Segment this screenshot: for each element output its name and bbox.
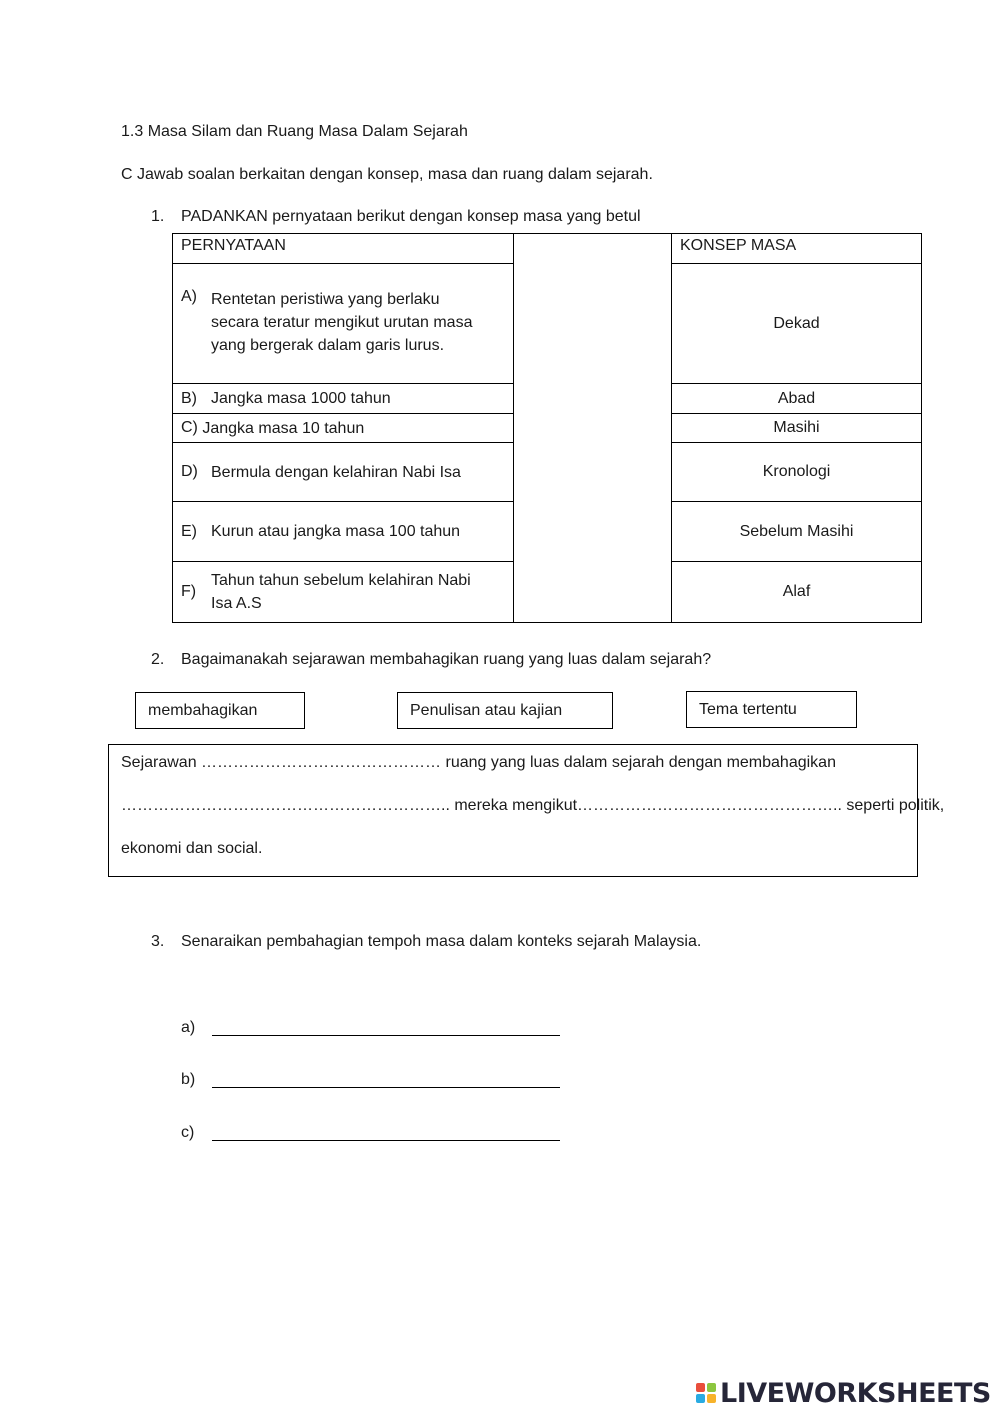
statement-text: Jangka masa 10 tahun [202,419,365,437]
instruction: C Jawab soalan berkaitan dengan konsep, masa dan ruang dalam sejarah. [121,166,653,183]
concept-sebelum-masihi[interactable] [671,501,922,562]
section-title: 1.3 Masa Silam dan Ruang Masa Dalam Sejarah [121,123,468,140]
statement-label: C) [181,419,198,436]
blank-label-c: c) [181,1124,195,1141]
passage-box [108,744,945,877]
statement-label: F) [181,583,197,600]
statement-c[interactable] [172,413,514,443]
word-tema-tertentu[interactable] [686,691,857,728]
q3-number: 3. [151,933,165,950]
statement-label: D) [181,463,198,480]
statement-label: B) [181,389,197,407]
concept-label: Kronologi [762,463,831,480]
word-label: Penulisan atau kajian [410,701,563,719]
answer-blank-c[interactable] [212,1140,560,1141]
q2-text: Bagaimanakah sejarawan membahagikan ruang yang luas dalam sejarah? [181,651,712,668]
word-penulisan-atau-kajian[interactable] [397,692,613,729]
statement-text: Jangka masa 1000 tahun [211,390,391,407]
concept-label: Masihi [773,419,820,436]
liveworksheets-logo [696,1378,991,1408]
q3-text: Senaraikan pembahagian tempoh masa dalam konteks sejarah Malaysia. [181,933,702,950]
concept-label: Abad [777,389,816,407]
blank-label-b: b) [181,1071,196,1088]
logo-mark-icon [696,1383,716,1403]
header-konsep-masa: KONSEP MASA [671,233,922,264]
passage-line-2[interactable]: …………………………………………………….. mereka mengikut………………………………………….. seperti politik, [121,797,945,814]
concept-masihi[interactable] [671,413,922,443]
q1-text: PADANKAN pernyataan berikut dengan konsep masa yang betul [181,208,641,225]
passage-line-1[interactable]: Sejarawan ……………………………………… ruang yang luas dalam sejarah dengan membahagikan [121,754,836,771]
statement-text: Kurun atau jangka masa 100 tahun [211,523,461,540]
header-pernyataan: PERNYATAAN [172,233,514,264]
statement-f[interactable] [172,561,514,623]
q2-number: 2. [151,651,165,668]
concept-label: Alaf [782,583,811,600]
statement-text: Rentetan peristiwa yang berlaku secara teratur mengikut urutan masa yang bergerak dalam garis lurus. [211,291,473,354]
statement-label: E) [181,522,197,540]
statement-a[interactable] [172,263,514,384]
concept-abad[interactable] [671,383,922,414]
blank-label-a: a) [181,1019,196,1036]
word-membahagikan[interactable] [135,692,305,729]
answer-blank-a[interactable] [212,1035,560,1036]
concept-label: Dekad [773,314,820,332]
word-label: Tema tertentu [699,700,797,718]
q1-number: 1. [151,208,165,225]
statement-text: Tahun tahun sebelum kelahiran Nabi Isa A.S [211,572,471,612]
word-label: membahagikan [148,701,258,719]
logo-text: LIVEWORKSHEETS [720,1377,991,1409]
statement-label: A) [181,288,197,305]
concept-dekad[interactable] [671,263,922,384]
passage-line-3: ekonomi dan social. [121,840,263,857]
statement-d[interactable] [172,442,514,502]
matching-area[interactable] [513,233,672,623]
concept-alaf[interactable] [671,561,922,623]
concept-label: Sebelum Masihi [739,522,854,540]
concept-kronologi[interactable] [671,442,922,502]
answer-blank-b[interactable] [212,1087,560,1088]
statement-e[interactable] [172,501,514,562]
statement-b[interactable] [172,383,514,414]
statement-text: Bermula dengan kelahiran Nabi Isa [211,463,461,481]
